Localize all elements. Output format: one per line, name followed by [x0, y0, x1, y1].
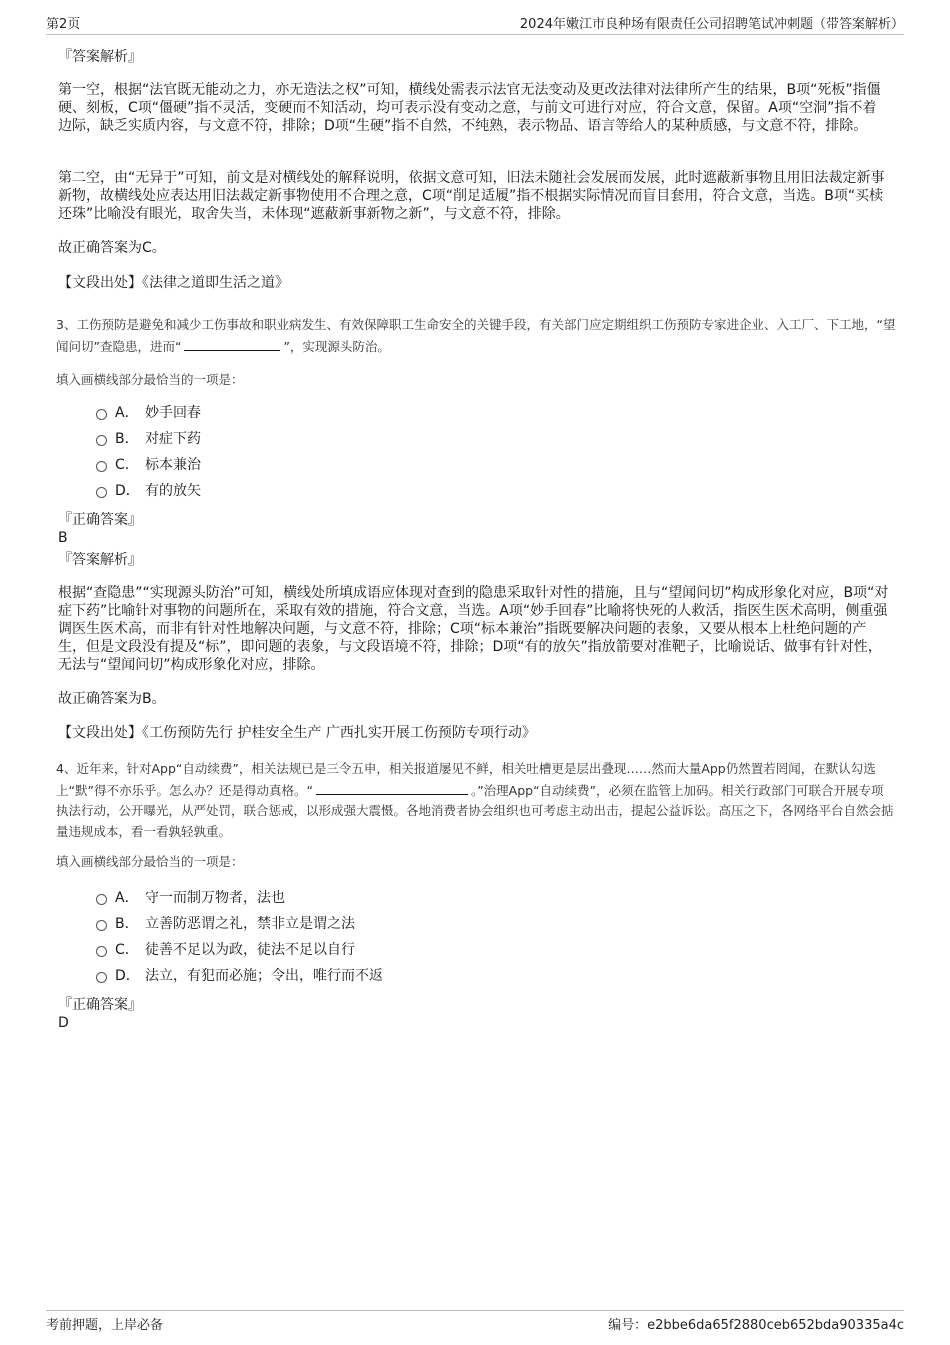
q3-blank [184, 336, 280, 351]
option-text: 妙手回春 [145, 405, 201, 421]
document-title: 2024年嫩江市良种场有限责任公司招聘笔试冲刺题（带答案解析） [519, 17, 904, 32]
q4-stem-part2: 。”治理App“自动续费”，必须在监管上加码。相关行政部门可联合开展专项执法行动，公开曝光，从严处罚，联合惩戒，以形成强大震慑。各地消费者协会组织也可考虑主动出击，提起公益诉讼。高压之下，各网络平台自然会掂量违规成本，看一看孰轻孰重。 [56, 782, 894, 839]
option-text: 法立，有犯而必施；令出，唯行而不返 [145, 968, 383, 984]
radio-icon[interactable] [96, 946, 107, 957]
radio-icon[interactable] [96, 409, 107, 420]
q3-stem [56, 315, 896, 357]
option-text: 守一而制万物者，法也 [145, 890, 285, 906]
radio-icon[interactable] [96, 972, 107, 983]
option-letter: D． [115, 483, 140, 499]
q3-prompt: 填入画横线部分最恰当的一项是： [56, 372, 244, 387]
q3-conclusion: 故正确答案为B。 [58, 691, 166, 707]
q2-analysis-p1: 第一空，根据“法官既无能动之力，亦无造法之权”可知，横线处需表示法官无法变动及更改法律对法律所产生的结果，B项“死板”指僵硬、刻板，C项“僵硬”指不灵活，变硬而不知活动，均可表示没有变动之意，与前文可进行对应，符合文意，保留。A项“空洞”指不着边际，缺乏实质内容，与文意不符，排除；D项“生硬”指不自然，不纯熟，表示物品、语言等给人的某种质感，与文意不符，排除。 [58, 82, 881, 134]
page-number: 第2页 [46, 17, 81, 32]
option-text: 标本兼治 [145, 457, 201, 473]
option-letter: B． [115, 431, 139, 447]
option-text: 有的放矢 [145, 483, 201, 499]
q2-analysis-p2: 第二空，由“无异于”可知，前文是对横线处的解释说明，依据文意可知，旧法未随社会发展而发展，此时遮蔽新事物且用旧法裁定新事新物，故横线处应表达用旧法裁定新事物使用不合理之意，C项“削足适履”指不根据实际情况而盲目套用，符合文意，当选。B项“买椟还珠”比喻没有眼光，取舍失当，未体现“遮蔽新事新物之新”，与文意不符，排除。 [58, 170, 885, 222]
q3-analysis: 根据“查隐患”“实现源头防治”可知，横线处所填成语应体现对查到的隐患采取针对性的措施，且与“望闻问切”构成形象化对应，B项“对症下药”比喻针对事物的问题所在，采取有效的措施，符合文意，当选。A项“妙手回春”比喻将快死的人救活，指医生医术高明，侧重强调医生医术高，而非有针对性地解决问题，与文意不符，排除；C项“标本兼治”指既要解决问题的表象，又要从根本上杜绝问题的产生，但是文段没有提及“标”，即问题的表象，与文段语境不符，排除；D项“有的放矢”指放箭要对准靶子，比喻说话、做事有针对性，无法与“望闻问切”构成形象化对应，排除。 [58, 585, 889, 673]
footer-slogan: 考前押题，上岸必备 [46, 1318, 164, 1333]
option-letter: A． [115, 890, 139, 906]
q3-stem-part1: 3、工伤预防是避免和减少工伤事故和职业病发生、有效保障职工生命安全的关键手段，有关部门应定期组织工伤预防专家进企业、入工厂、下工地，“望闻问切”查隐患，进而“ [56, 317, 896, 354]
option-letter: D． [115, 968, 140, 984]
q2-analysis-title: 『答案解析』 [58, 49, 142, 65]
q4-option-c[interactable] [96, 941, 355, 959]
q2-conclusion: 故正确答案为C。 [58, 240, 166, 256]
q2-source: 【文段出处】《法律之道即生活之道》 [58, 275, 289, 291]
q3-source: 【文段出处】《工伤预防先行 护桂安全生产 广西扎实开展工伤预防专项行动》 [58, 725, 536, 741]
q3-answer-title: 『正确答案』 [58, 512, 142, 528]
page-footer [46, 1310, 904, 1333]
radio-icon[interactable] [96, 461, 107, 472]
radio-icon[interactable] [96, 920, 107, 931]
q4-stem-part1: 4、近年来，针对App“自动续费”，相关法规已是三令五申，相关报道屡见不鲜，相关吐槽更是层出叠现……然而大量App仍然置若罔闻，在默认勾选上“默”得不亦乐乎。怎么办？还是得动真格。“ [56, 761, 876, 798]
page-header [46, 12, 904, 35]
q3-option-b[interactable] [96, 430, 201, 448]
option-letter: A． [115, 405, 139, 421]
q3-analysis-title: 『答案解析』 [58, 552, 142, 568]
option-letter: B． [115, 916, 139, 932]
q3-stem-part2: ”，实现源头防治。 [283, 338, 390, 354]
q4-stem [56, 759, 896, 842]
q4-prompt: 填入画横线部分最恰当的一项是： [56, 854, 244, 869]
q4-answer: D [58, 1015, 69, 1031]
q4-option-a[interactable] [96, 889, 285, 907]
q3-answer: B [58, 530, 68, 546]
option-letter: C． [115, 942, 139, 958]
q4-blank [316, 780, 468, 795]
radio-icon[interactable] [96, 487, 107, 498]
q4-answer-title: 『正确答案』 [58, 997, 142, 1013]
q3-option-c[interactable] [96, 456, 201, 474]
document-id: 编号：e2bbe6da65f2880ceb652bda90335a4c [608, 1318, 904, 1333]
option-text: 对症下药 [145, 431, 201, 447]
q4-option-d[interactable] [96, 967, 383, 985]
radio-icon[interactable] [96, 435, 107, 446]
option-text: 立善防恶谓之礼，禁非立是谓之法 [145, 916, 355, 932]
q3-option-d[interactable] [96, 482, 201, 500]
q4-option-b[interactable] [96, 915, 355, 933]
option-letter: C． [115, 457, 139, 473]
option-text: 徒善不足以为政，徒法不足以自行 [145, 942, 355, 958]
radio-icon[interactable] [96, 894, 107, 905]
q3-option-a[interactable] [96, 404, 201, 422]
